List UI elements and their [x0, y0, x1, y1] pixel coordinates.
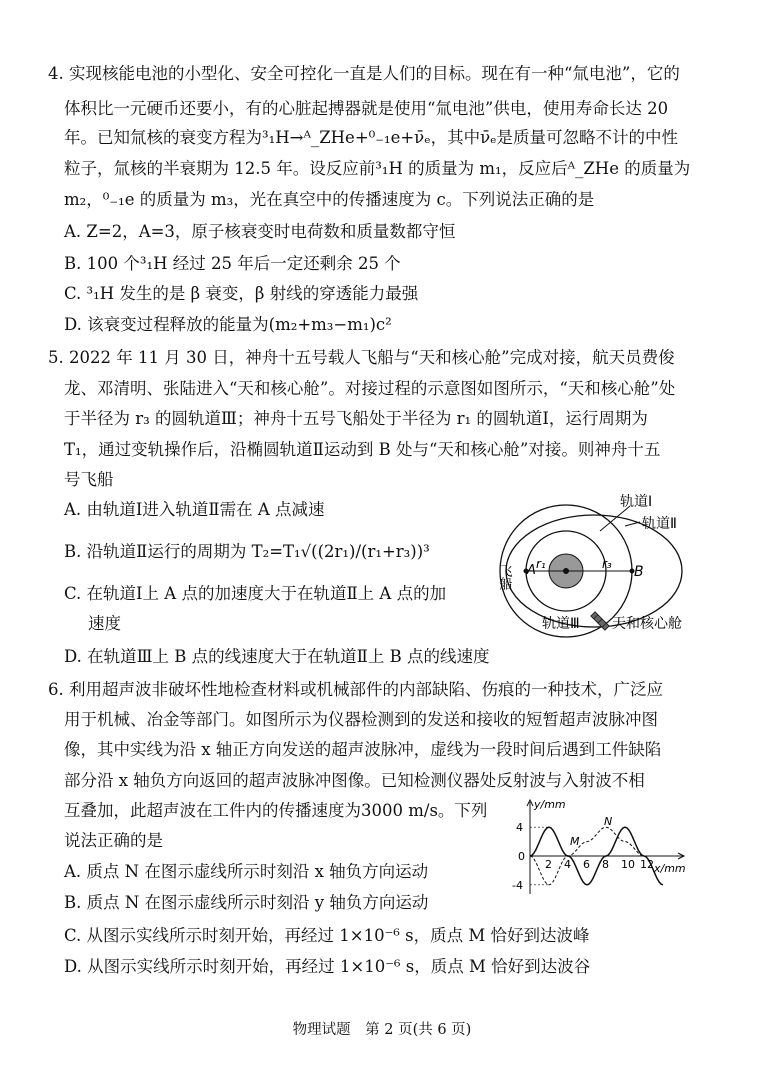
q6-line-6: 说法正确的是: [64, 831, 163, 850]
q4-option-b: B. 100 个³₁H 经过 25 年后一定还剩余 25 个: [64, 254, 401, 273]
wave-chart: [504, 798, 692, 902]
x-axis-label: x/mm: [654, 862, 686, 875]
q6-option-a: A. 质点 N 在图示虚线所示时刻沿 x 轴负方向运动: [64, 862, 429, 881]
q4-line-2: 体积比一元硬币还要小，有的心脏起搏器就是使用“氚电池”供电，使用寿命长达 20: [64, 99, 669, 118]
q4-line-1: 4. 实现核能电池的小型化、安全可控化一直是人们的目标。现在有一种“氚电池”，它的: [48, 64, 680, 83]
y-tick-label: 4: [516, 821, 523, 835]
y-tick-label: 0: [518, 850, 525, 863]
x-tick-label: 2: [545, 858, 552, 871]
q6-line-3: 像，其中实线为沿 x 轴正方向发送的超声波脉冲，虚线为一段时间后遇到工件缺陷: [64, 740, 662, 759]
q5-option-a: A. 由轨道Ⅰ进入轨道Ⅱ需在 A 点减速: [64, 500, 325, 519]
ship-label: 飞船: [496, 564, 512, 590]
page-footer: 物理试题 第 2 页(共 6 页): [292, 1022, 472, 1038]
q4-line-4: 粒子，氚核的半衰期为 12.5 年。设反应前³₁H 的质量为 m₁，反应后ᴬ_ZHe 的质量为: [64, 159, 691, 178]
q5-line-2: 龙、邓清明、张陆进入“天和核心舱”。对接过程的示意图如图所示，“天和核心舱”处: [64, 379, 676, 398]
orbit-3-label: 轨道Ⅲ: [542, 616, 580, 632]
y-axis-label: y/mm: [534, 798, 566, 811]
q5-option-b: B. 沿轨道Ⅱ运行的周期为 T₂=T₁√((2r₁)/(r₁+r₃))³: [64, 542, 430, 561]
orbit-1-label: 轨道Ⅰ: [620, 494, 653, 510]
q5-option-d: D. 在轨道Ⅲ上 B 点的线速度大于在轨道Ⅱ上 B 点的线速度: [64, 647, 490, 666]
r3-label: r₃: [602, 557, 612, 571]
orbit-2-label: 轨道Ⅱ: [642, 516, 677, 532]
point-b-label: B: [634, 564, 644, 580]
point-m-label: M: [570, 835, 580, 849]
q4-option-d: D. 该衰变过程释放的能量为(m₂+m₃−m₁)c²: [64, 315, 392, 334]
q4-line-5: m₂，⁰₋₁e 的质量为 m₃，光在真空中的传播速度为 c。下列说法正确的是: [64, 190, 595, 209]
q5-line-4: T₁，通过变轨操作后，沿椭圆轨道Ⅱ运动到 B 处与“天和核心舱”对接。则神舟十五: [64, 440, 661, 459]
q5-line-1: 5. 2022 年 11 月 30 日，神舟十五号载人飞船与“天和核心舱”完成对接，航天员费俊: [48, 348, 675, 367]
q6-option-b: B. 质点 N 在图示虚线所示时刻沿 y 轴负方向运动: [64, 893, 429, 912]
x-tick-label: 12: [640, 858, 654, 871]
q5-option-c: C. 在轨道Ⅰ上 A 点的加速度大于在轨道Ⅱ上 A 点的加: [64, 584, 447, 603]
label-line-orbit2: [625, 522, 640, 526]
x-tick-label: 4: [564, 858, 571, 871]
module-label: 天和核心舱: [612, 616, 682, 632]
q5-line-5: 号飞船: [64, 470, 114, 489]
q5-option-c-cont: 速度: [88, 614, 121, 633]
q6-line-1: 6. 利用超声波非破坏性地检查材料或机械部件的内部缺陷、伤痕的一种技术，广泛应: [48, 680, 663, 699]
x-tick-label: 8: [602, 858, 609, 871]
y-tick-label: -4: [512, 878, 523, 892]
q4-option-a: A. Z=2，A=3，原子核衰变时电荷数和质量数都守恒: [64, 222, 456, 241]
x-tick-label: 10: [621, 858, 635, 871]
q6-line-2: 用于机械、冶金等部门。如图所示为仪器检测到的发送和接收的短暂超声波脉冲图: [64, 710, 658, 729]
q6-line-4: 部分沿 x 轴负方向返回的超声波脉冲图像。已知检测仪器处反射波与入射波不相: [64, 771, 645, 790]
point-n-label: N: [604, 815, 613, 829]
q6-option-d: D. 从图示实线所示时刻开始，再经过 1×10⁻⁶ s，质点 M 恰好到达波谷: [64, 957, 591, 976]
r1-label: r₁: [536, 557, 546, 571]
q4-option-c: C. ³₁H 发生的是 β 衰变，β 射线的穿透能力最强: [64, 284, 419, 303]
q4-line-3: 年。已知氚核的衰变方程为³₁H→ᴬ_ZHe+⁰₋₁e+ν̄ₑ，其中ν̄ₑ是质量可忽略不计的中性: [64, 128, 679, 147]
orbit-diagram: [490, 486, 760, 646]
q6-line-5: 互叠加，此超声波在工件内的传播速度为3000 m/s。下列: [64, 801, 488, 820]
q5-line-3: 于半径为 r₃ 的圆轨道Ⅲ；神舟十五号飞船处于半径为 r₁ 的圆轨道Ⅰ，运行周期为: [64, 409, 648, 428]
x-tick-label: 6: [583, 858, 590, 871]
q6-option-c: C. 从图示实线所示时刻开始，再经过 1×10⁻⁶ s，质点 M 恰好到达波峰: [64, 926, 590, 945]
point-a-label: A: [527, 563, 536, 578]
